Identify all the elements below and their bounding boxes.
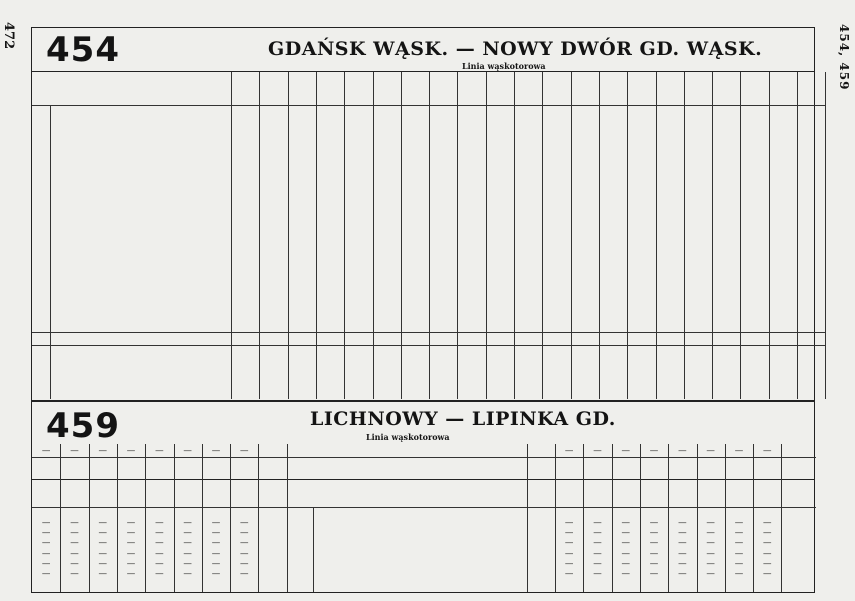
dash-cell: — xyxy=(239,518,249,528)
dash-cell: — xyxy=(734,446,744,456)
column-rule xyxy=(599,136,600,399)
column-rule xyxy=(797,72,798,136)
dash-cell: — xyxy=(621,518,630,528)
column-rule xyxy=(571,136,572,399)
dash-cell: — xyxy=(564,548,574,559)
dash-cell: — xyxy=(564,569,574,579)
dash-cell: — xyxy=(126,518,136,528)
column-rule xyxy=(542,72,543,136)
dash-cell: — xyxy=(649,518,659,528)
dash-cell: — xyxy=(183,538,192,549)
dash-cell: — xyxy=(734,569,744,579)
dash-cell: — xyxy=(678,446,687,456)
dash-cell: — xyxy=(762,569,772,579)
dash-cell: — xyxy=(70,548,79,559)
dash-cell: — xyxy=(239,528,249,539)
header-rule xyxy=(32,105,825,106)
dash-cell: — xyxy=(762,538,772,549)
dash-cell: — xyxy=(239,538,249,549)
t459-route-subtitle: Linia wąskotorowa xyxy=(366,432,450,442)
dash-cell: — xyxy=(70,528,79,539)
dash-cell: — xyxy=(564,538,574,549)
dash-cell: — xyxy=(183,446,192,456)
column-rule xyxy=(401,136,402,399)
dash-cell: — xyxy=(70,538,79,549)
dash-cell: — xyxy=(41,569,51,579)
dash-cell: — xyxy=(155,548,164,559)
column-rule xyxy=(825,136,826,399)
dash-cell: — xyxy=(70,446,79,456)
column-rule xyxy=(656,136,657,399)
dash-cell: — xyxy=(239,569,249,579)
table-number-459: 459 xyxy=(46,406,120,446)
dash-cell: — xyxy=(126,538,136,549)
dash-cell: — xyxy=(211,528,221,539)
column-rule xyxy=(697,444,698,592)
dash-cell: — xyxy=(593,569,602,579)
column-rule xyxy=(668,444,669,592)
dash-cell: — xyxy=(211,446,221,456)
dash-cell: — xyxy=(155,569,164,579)
dash-cell: — xyxy=(564,518,574,528)
column-rule xyxy=(627,72,628,136)
dash-cell: — xyxy=(41,538,51,549)
column-rule xyxy=(486,72,487,136)
column-rule xyxy=(145,444,146,592)
dash-cell: — xyxy=(126,528,136,539)
dash-cell: — xyxy=(734,548,744,559)
dash-cell: — xyxy=(211,538,221,549)
dash-cell: — xyxy=(155,518,164,528)
dash-cell: — xyxy=(98,548,107,559)
column-rule xyxy=(429,136,430,399)
column-rule xyxy=(344,72,345,136)
table-number-454: 454 xyxy=(46,30,120,70)
column-rule xyxy=(202,444,203,592)
dash-cell: — xyxy=(183,518,192,528)
column-rule xyxy=(259,136,260,399)
column-rule xyxy=(684,72,685,136)
dash-cell: — xyxy=(762,558,772,569)
dash-cell: — xyxy=(98,518,107,528)
dash-cell: — xyxy=(706,538,715,549)
dash-cell: — xyxy=(98,446,107,456)
dash-cell: — xyxy=(41,528,51,539)
dash-cell: — xyxy=(621,446,630,456)
column-rule xyxy=(712,136,713,399)
dash-cell: — xyxy=(678,558,687,569)
dash-cell: — xyxy=(734,518,744,528)
dash-cell: — xyxy=(762,548,772,559)
dash-cell: — xyxy=(564,558,574,569)
page-number-left: 472 xyxy=(1,22,16,50)
column-rule xyxy=(288,136,289,399)
column-rule xyxy=(769,136,770,399)
dash-cell: — xyxy=(155,538,164,549)
column-rule xyxy=(316,136,317,399)
dash-cell: — xyxy=(621,538,630,549)
column-rule xyxy=(740,72,741,136)
dash-cell: — xyxy=(211,518,221,528)
header-rule xyxy=(32,507,816,508)
column-rule xyxy=(373,136,374,399)
dash-cell: — xyxy=(593,528,602,539)
dash-cell: — xyxy=(734,528,744,539)
dash-cell: — xyxy=(621,548,630,559)
column-rule xyxy=(50,105,51,399)
column-rule xyxy=(612,444,613,592)
column-rule xyxy=(542,136,543,399)
dash-cell: — xyxy=(706,528,715,539)
dash-cell: — xyxy=(126,558,136,569)
dash-cell: — xyxy=(126,446,136,456)
dash-cell: — xyxy=(183,569,192,579)
dash-cell: — xyxy=(678,569,687,579)
dash-cell: — xyxy=(621,558,630,569)
column-rule xyxy=(769,72,770,136)
dash-cell: — xyxy=(593,558,602,569)
dash-cell: — xyxy=(98,538,107,549)
column-rule xyxy=(725,444,726,592)
dash-cell: — xyxy=(706,569,715,579)
column-rule xyxy=(258,444,259,592)
dash-cell: — xyxy=(678,538,687,549)
column-rule xyxy=(514,136,515,399)
dash-cell: — xyxy=(41,518,51,528)
column-rule xyxy=(740,136,741,399)
column-rule xyxy=(781,444,782,592)
column-rule xyxy=(486,136,487,399)
dash-cell: — xyxy=(211,548,221,559)
dash-cell: — xyxy=(70,518,79,528)
page-number-right: 454, 459 xyxy=(837,24,851,91)
dash-cell: — xyxy=(155,528,164,539)
column-rule xyxy=(117,444,118,592)
column-rule xyxy=(288,72,289,136)
dash-cell: — xyxy=(98,528,107,539)
dash-cell: — xyxy=(649,528,659,539)
dash-cell: — xyxy=(678,528,687,539)
t454-route-title: GDAŃSK WĄSK. — NOWY DWÓR GD. WĄSK. xyxy=(268,38,763,60)
dash-cell: — xyxy=(239,548,249,559)
dash-cell: — xyxy=(211,558,221,569)
dash-cell: — xyxy=(211,569,221,579)
column-rule xyxy=(174,444,175,592)
dash-cell: — xyxy=(593,518,602,528)
dash-cell: — xyxy=(734,558,744,569)
dash-cell: — xyxy=(678,548,687,559)
dash-cell: — xyxy=(649,446,659,456)
column-rule xyxy=(656,72,657,136)
column-rule xyxy=(259,72,260,136)
dash-cell: — xyxy=(621,569,630,579)
dash-cell: — xyxy=(98,558,107,569)
dash-cell: — xyxy=(183,558,192,569)
dash-cell: — xyxy=(126,548,136,559)
dash-cell: — xyxy=(239,446,249,456)
column-rule xyxy=(684,136,685,399)
column-rule xyxy=(527,444,528,592)
dash-cell: — xyxy=(762,518,772,528)
column-rule xyxy=(514,72,515,136)
dash-cell: — xyxy=(155,446,164,456)
column-rule xyxy=(287,444,288,592)
dash-cell: — xyxy=(649,548,659,559)
dash-cell: — xyxy=(564,528,574,539)
dash-cell: — xyxy=(706,558,715,569)
column-rule xyxy=(555,444,556,592)
column-rule xyxy=(599,72,600,136)
column-rule xyxy=(640,444,641,592)
t454-route-subtitle: Linia wąskotorowa xyxy=(462,61,546,71)
column-rule xyxy=(373,72,374,136)
column-rule xyxy=(712,72,713,136)
column-rule xyxy=(401,72,402,136)
dash-cell: — xyxy=(70,569,79,579)
timetable-frame xyxy=(31,27,815,593)
dash-cell: — xyxy=(593,446,602,456)
column-rule xyxy=(583,444,584,592)
dash-cell: — xyxy=(706,518,715,528)
dash-cell: — xyxy=(41,558,51,569)
dash-cell: — xyxy=(126,569,136,579)
dash-cell: — xyxy=(706,548,715,559)
t454-header xyxy=(32,28,814,72)
column-rule xyxy=(627,136,628,399)
column-rule xyxy=(316,72,317,136)
dash-cell: — xyxy=(239,558,249,569)
dash-cell: — xyxy=(98,569,107,579)
dash-cell: — xyxy=(183,528,192,539)
dash-cell: — xyxy=(621,528,630,539)
column-rule xyxy=(313,507,314,592)
dash-cell: — xyxy=(564,446,574,456)
column-rule xyxy=(457,136,458,399)
dash-cell: — xyxy=(706,446,715,456)
column-rule xyxy=(231,136,232,399)
column-rule xyxy=(797,136,798,399)
column-rule xyxy=(571,72,572,136)
dash-cell: — xyxy=(762,446,772,456)
dash-cell: — xyxy=(183,548,192,559)
t459-route-title: LICHNOWY — LIPINKA GD. xyxy=(310,408,616,430)
dash-cell: — xyxy=(41,446,51,456)
column-rule xyxy=(60,444,61,592)
header-rule xyxy=(32,457,816,458)
column-rule xyxy=(344,136,345,399)
column-rule xyxy=(231,72,232,136)
column-rule xyxy=(457,72,458,136)
dash-cell: — xyxy=(649,538,659,549)
column-rule xyxy=(230,444,231,592)
dash-cell: — xyxy=(70,558,79,569)
column-rule xyxy=(753,444,754,592)
dash-cell: — xyxy=(593,538,602,549)
dash-cell: — xyxy=(41,548,51,559)
column-rule xyxy=(89,444,90,592)
dash-cell: — xyxy=(734,538,744,549)
dash-cell: — xyxy=(593,548,602,559)
dash-cell: — xyxy=(762,528,772,539)
dash-cell: — xyxy=(649,558,659,569)
column-rule xyxy=(429,72,430,136)
dash-cell: — xyxy=(678,518,687,528)
dash-cell: — xyxy=(155,558,164,569)
dash-cell: — xyxy=(649,569,659,579)
column-rule xyxy=(825,72,826,136)
